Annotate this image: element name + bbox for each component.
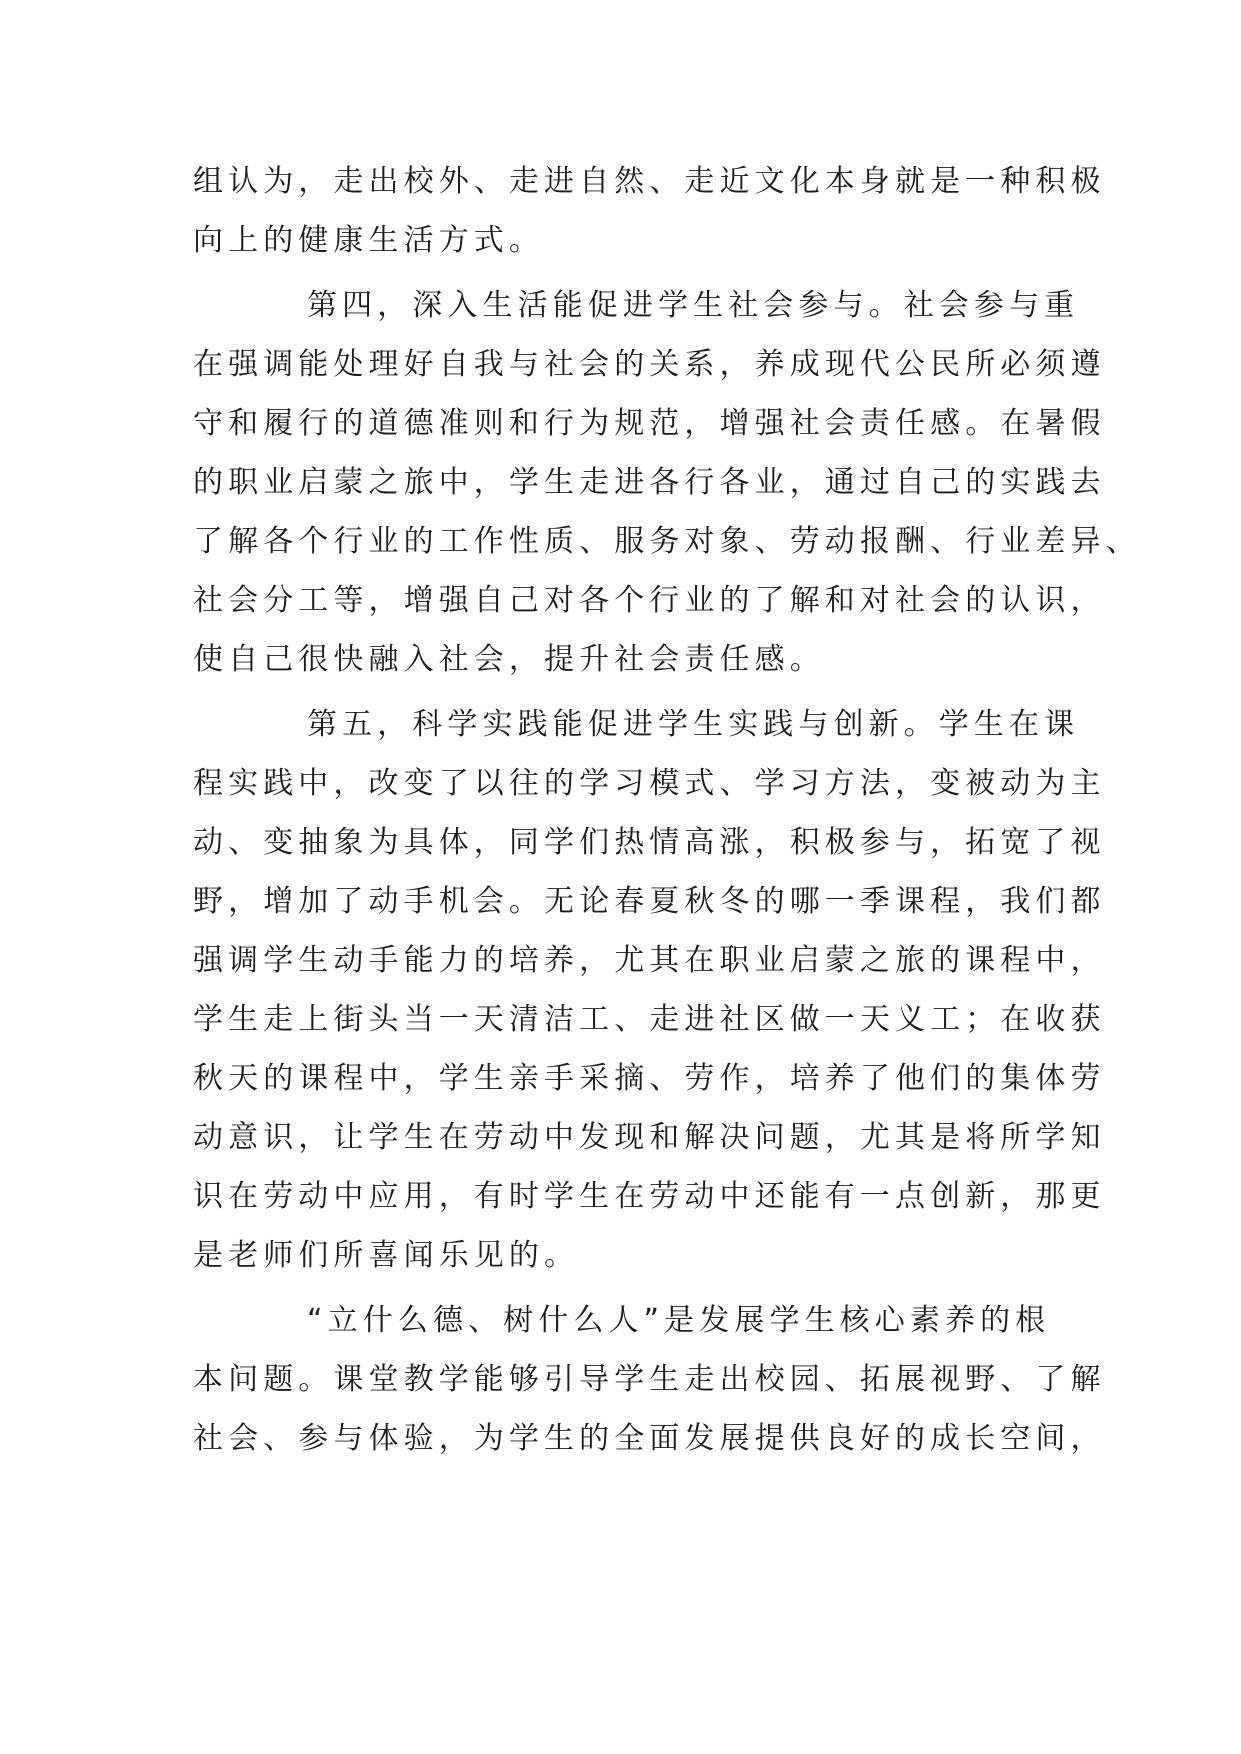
- paragraph-3: [193, 695, 1106, 1285]
- text-line: 强调学生动手能力的培养，尤其在职业启蒙之旅的课程中，: [193, 943, 1106, 978]
- text-line: 社会分工等，增强自己对各个行业的了解和对社会的认识，: [193, 583, 1106, 618]
- text-line: 动意识，让学生在劳动中发现和解决问题，尤其是将所学知: [193, 1120, 1106, 1155]
- text-line: 第五，科学实践能促进学生实践与创新。学生在课: [307, 707, 1080, 742]
- text-line: 向上的健康生活方式。: [193, 223, 544, 258]
- text-line: 了解各个行业的工作性质、服务对象、劳动报酬、行业差异、: [193, 524, 1141, 559]
- body-text: [193, 152, 1141, 1468]
- text-line: 动、变抽象为具体，同学们热情高涨，积极参与，拓宽了视: [193, 825, 1106, 860]
- text-line: 程实践中，改变了以往的学习模式、学习方法，变被动为主: [193, 766, 1106, 801]
- paragraph-1: [193, 152, 1106, 270]
- paragraph-4: [193, 1291, 1106, 1468]
- text-line: 野，增加了动手机会。无论春夏秋冬的哪一季课程，我们都: [193, 884, 1106, 919]
- text-line: 本问题。课堂教学能够引导学生走出校园、拓展视野、了解: [193, 1362, 1106, 1397]
- text-line: 学生走上街头当一天清洁工、走进社区做一天义工；在收获: [193, 1002, 1106, 1037]
- text-line: “立什么德、树什么人”是发展学生核心素养的根: [307, 1303, 1051, 1338]
- text-line: 秋天的课程中，学生亲手采摘、劳作，培养了他们的集体劳: [193, 1061, 1106, 1096]
- text-line: 守和履行的道德准则和行为规范，增强社会责任感。在暑假: [193, 406, 1106, 441]
- text-line: 在强调能处理好自我与社会的关系，养成现代公民所必须遵: [193, 347, 1106, 382]
- text-line: 第四，深入生活能促进学生社会参与。社会参与重: [307, 288, 1080, 323]
- text-line: 使自己很快融入社会，提升社会责任感。: [193, 642, 825, 677]
- text-line: 的职业启蒙之旅中，学生走进各行各业，通过自己的实践去: [193, 465, 1106, 500]
- text-line: 识在劳动中应用，有时学生在劳动中还能有一点创新，那更: [193, 1179, 1106, 1214]
- text-line: 社会、参与体验，为学生的全面发展提供良好的成长空间，: [193, 1421, 1106, 1456]
- text-line: 组认为，走出校外、走进自然、走近文化本身就是一种积极: [193, 164, 1106, 199]
- text-line: 是老师们所喜闻乐见的。: [193, 1238, 580, 1273]
- paragraph-2: [193, 276, 1141, 689]
